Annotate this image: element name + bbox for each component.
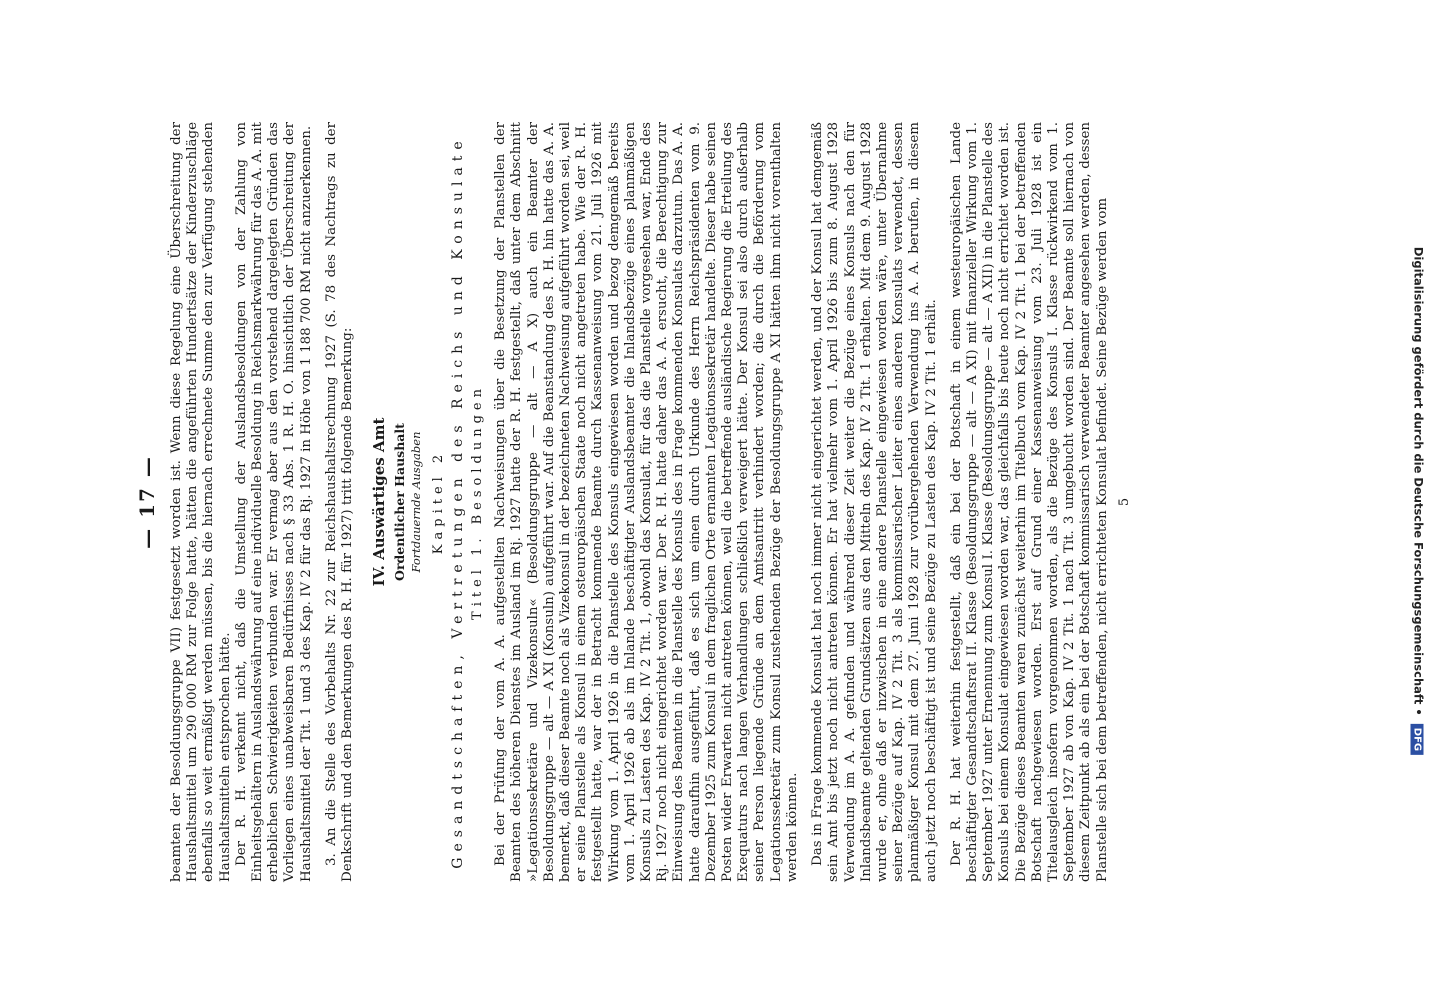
sub-heading-expenses: Fortdauernde Ausgaben <box>409 431 424 573</box>
paragraph: beamten der Besoldungsgruppe VII) festgesetzt worden ist. Wenn diese Regelung eine Überschreitung der Haushaltsmittel um 290 000 RM zur Folge hatte, hätten die angeführten Hundertsätze der Kinderzuschläge ebenfalls so weit ermäßigt werden müssen, bis die hiernach errechnete Summe den zur Verfügung stehenden Haushaltsmitteln entsprochen hätte. <box>169 122 233 882</box>
title-line: Titel 1. Besoldungen <box>470 384 486 620</box>
paragraph: Der R. H. verkennt nicht, daß die Umstellung der Auslandsbesoldungen von der Zahlung von Einheitsgehältern in Auslandswährung auf eine individuelle Besoldung in Reichsmarkwährung für das A. A. mit erheblichen Schwierigkeiten verbunden war. Er vermag aber aus den vorstehend dargelegten Gründen das Vorliegen eines unabweisbaren Bedürfnisses nach § 33 Abs. 1 R. H. O. hinsichtlich der Überschreitung der Haushaltsmittel der Tit. 1 und 3 des Kap. IV 2 für das Rj. 1927 in Höhe von 1 188 700 RM nicht anzuerkennen. <box>233 122 314 882</box>
attribution-text: Digitalisierung gefördert durch die Deutsche Forschungsgemeinschaft • <box>1411 246 1426 716</box>
paragraph: Bei der Prüfung der vom A. A. aufgestellten Nachweisungen über die Besetzung der Planstellen der Beamten des höheren Dienstes im Ausland im Rj. 1927 hatte der R. H. festgestellt, daß unter dem Abschnitt »Legationssekretäre und Vizekonsuln« (Besoldungsgruppe — alt — A X) auch ein Beamter der Besoldungsgruppe — alt — A XI (Konsuln) aufgeführt war. Auf die Beanstandung des R. H. hin hatte das A. A. bemerkt, daß dieser Beamte noch als Vizekonsul in der bezeichneten Nachweisung aufgeführt worden sei, weil er seine Planstelle als Konsul in einem osteuropäischen Staate noch nicht angetreten habe. Wie der R. H. festgestellt hatte, war der in Betracht kommende Beamte durch Kassenanweisung vom 21. Juli 1926 mit Wirkung vom 1. April 1926 in die Planstelle des Konsuls eingewiesen worden und bezog demgemäß bereits vom 1. April 1926 ab als im Inlande beschäftigter Auslandsbeamter die Inlandsbezüge eines planmäßigen Konsuls zu Lasten des Kap. IV 2 Tit. 1, obwohl das Konsulat, für das die Planstelle vorgesehen war, Ende des Rj. 1927 noch nicht eingerichtet worden war. Der R. H. hatte daher das A. A. ersucht, die Berechtigung zur Einweisung des Beamten in die Planstelle des Konsuls des in Frage kommenden Konsulats darzutun. Das A. A. hatte daraufhin ausgeführt, daß es sich um einen durch Urkunde des Herrn Reichspräsidenten vom 9. Dezember 1925 zum Konsul in dem fraglichen Orte ernannten Legationssekretär handelte. Dieser habe seinen Posten wider Erwarten nicht antreten können, weil die betreffende ausländische Regierung die Erteilung des Exequaturs nach langen Verhandlungen schließlich verweigert hätte. Der Konsul sei also durch außerhalb seiner Person liegende Gründe an dem Amtsantritt verhindert worden; die durch die Beförderung vom Legationssekretär zum Konsul zustehenden Bezüge der Besoldungsgruppe A XI hätten ihm nicht vorenthalten werden können. <box>493 122 800 882</box>
signature-mark: 5 <box>1116 497 1132 507</box>
page-number: — 17 — <box>135 455 159 549</box>
rotated-document-page <box>125 122 1305 882</box>
digitization-attribution <box>1408 8 1428 993</box>
chapter-heading: Kapitel 2 <box>431 449 447 555</box>
chapter-title: Gesandtschaften, Vertretungen des Reichs und Konsulate <box>450 135 467 869</box>
dfg-logo: DFG <box>1411 723 1424 754</box>
section-heading: IV. Auswärtiges Amt <box>370 417 389 587</box>
paragraph: Der R. H. hat weiterhin festgestellt, daß ein bei der Botschaft in einem westeuropäischen Lande beschäftigter Gesandtschaftsrat II. Klasse (Besoldungsgruppe — alt — A XI) mit finanzieller Wirkung vom 1. September 1927 unter Ernennung zum Konsul I. Klasse (Besoldungsgruppe — alt — A XII) in die Planstelle des Konsuls bei einem Konsulat eingewiesen worden war, das gleichfalls bis heute noch nicht errichtet worden ist. Die Bezüge dieses Beamten waren zunächst weiterhin im Titelbuch vom Kap. IV 2 Tit. 1 bei der betreffenden Botschaft nachgewiesen worden. Erst auf Grund einer Kassenanweisung vom 23. Juli 1928 ist ein Titelausgleich insofern vorgenommen worden, als die Bezüge des Konsuls I. Klasse rückwirkend vom 1. September 1927 ab von Kap. IV 2 Tit. 1 nach Tit. 3 umgebucht worden sind. Der Beamte soll hiernach von diesem Zeitpunkt ab als ein bei der Botschaft kommissarisch verwendeter Beamter angesehen werden, dessen Planstelle sich bei dem betreffenden, nicht errichteten Konsulat befindet. Seine Bezüge werden vom <box>948 122 1110 882</box>
paragraph: Das in Frage kommende Konsulat hat noch immer nicht eingerichtet werden, und der Konsul hat demgemäß sein Amt bis jetzt noch nicht antreten können. Er hat vielmehr vom 1. April 1926 bis zum 8. August 1928 Verwendung im A. A. gefunden und während dieser Zeit weiter die Bezüge eines Konsuls nach den für Inlandsbeamte geltenden Grundsätzen aus den Mitteln des Kap. IV 2 Tit. 1 erhalten. Mit dem 9. August 1928 wurde er, ohne daß er inzwischen in eine andere Planstelle eingewiesen worden wäre, unter Übernahme seiner Bezüge auf Kap. IV 2 Tit. 3 als kommissarischer Leiter eines anderen Konsulats verwendet, dessen planmäßiger Konsul mit dem 27. Juni 1928 zur vorübergehenden Verwendung ins A. A. berufen, in diesem auch jetzt noch beschäftigt ist und seine Bezüge zu Lasten des Kap. IV 2 Tit. 1 erhält. <box>810 122 939 882</box>
sub-heading: Ordentlicher Haushalt <box>392 423 408 581</box>
paragraph: 3. An die Stelle des Vorbehalts Nr. 22 zur Reichshaushaltsrechnung 1927 (S. 78 des Nachtrags zu der Denkschrift und den Bemerkungen des R. H. für 1927) tritt folgende Bemerkung: <box>323 122 356 882</box>
